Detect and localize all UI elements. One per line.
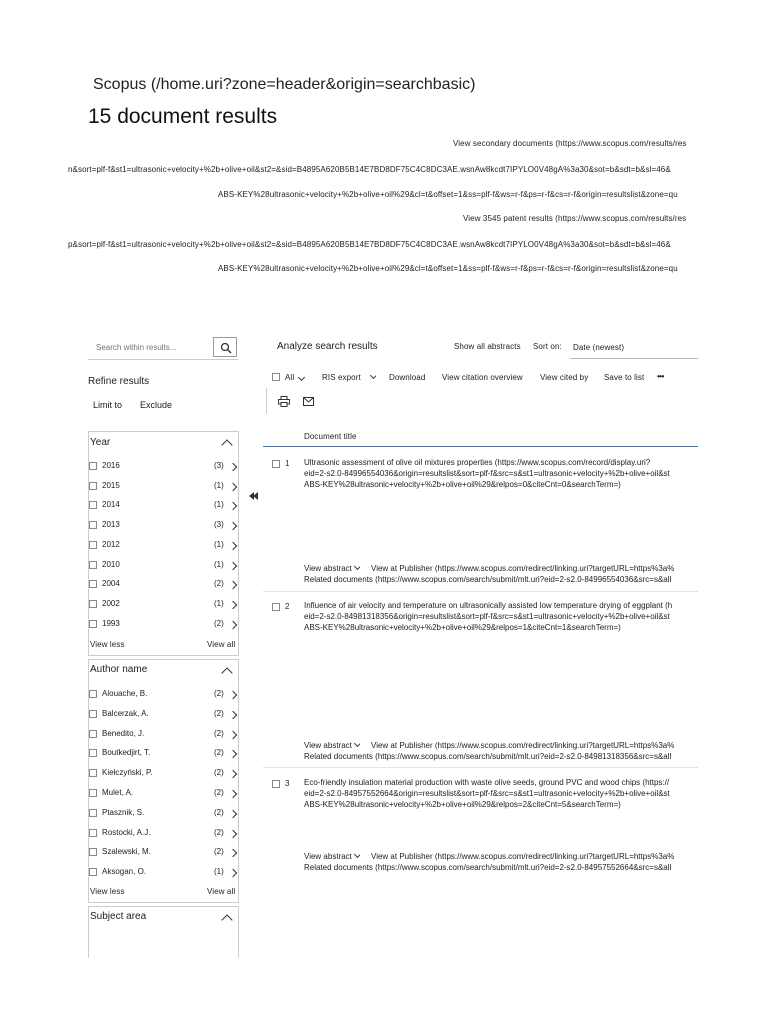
result-number: 1 [285,459,290,468]
filter-option-count: (2) [214,788,224,797]
collapse-sidebar-icon[interactable] [249,492,259,500]
subject-area-title: Subject area [90,911,147,922]
filter-option-count: (3) [214,520,224,530]
filter-option-count: (2) [214,748,224,758]
filter-option-label: 2010 [102,559,120,569]
ris-export-label: RIS export [322,373,361,382]
table-header-rule [263,446,698,447]
patent-url-line[interactable]: p&sort=plf-f&st1=ultrasonic+velocity+%2b+olive+oil&st2=&sid=B4895A620B5B14E7BD8DF75C4C8DC3AE.wsnAw8kcdt7IPYLO0V48gA%3a30&sot=b&sdt=b&sl=46& [68,240,671,249]
author-filter-option[interactable] [89,747,240,759]
save-to-list-button[interactable]: Save to list [604,373,645,382]
year-filter-title: Year [90,437,111,448]
filter-option-count: (2) [214,689,224,698]
search-button[interactable] [213,337,237,357]
result-url-line[interactable]: ABS-KEY%28ultrasonic+velocity+%2b+olive+oil%29&relpos=2&citeCnt=5&searchTerm=) [304,800,621,809]
filter-option-label: Balcerzak, A. [102,708,149,718]
filter-option-label: 1993 [102,618,120,628]
filter-option-count: (1) [214,559,224,569]
search-within-input[interactable] [88,339,218,355]
related-documents-link[interactable]: Related documents (https://www.scopus.com/search/submit/mlt.uri?eid=2-s2.0-84981318356&src=s&all [304,752,672,761]
filter-checkbox[interactable] [89,868,97,876]
result-number: 3 [285,779,290,788]
filter-checkbox[interactable] [89,789,97,797]
toolbar-divider [266,388,267,414]
email-icon[interactable] [303,397,314,406]
year-filter-option[interactable] [89,519,240,531]
result-url-line[interactable]: eid=2-s2.0-84981318356&origin=resultslist&sort=plf-f&src=s&st1=ultrasonic+velocity+%2b+olive+oil&st [304,612,670,621]
select-all-label: All [285,373,295,382]
filter-checkbox[interactable] [89,749,97,757]
author-filter-option[interactable] [89,846,240,858]
chevron-right-icon[interactable] [229,750,237,758]
chevron-right-icon[interactable] [229,810,237,818]
result-divider [263,767,698,768]
filter-checkbox[interactable] [89,600,97,608]
search-within-field[interactable] [88,337,238,360]
filter-option-label: 2004 [102,579,120,589]
chevron-down-icon [298,374,305,381]
refine-results-heading: Refine results [88,376,150,387]
filter-option-label: 2015 [102,480,120,490]
chevron-down-icon [354,740,360,747]
chevron-up-icon [221,914,232,925]
result-url-line[interactable]: eid=2-s2.0-84996554036&origin=resultslist&sort=plf-f&src=s&st1=ultrasonic+velocity+%2b+olive+oil&st [304,469,670,478]
year-filter-option[interactable] [89,460,240,472]
result-checkbox[interactable] [272,780,280,788]
filter-option-label: Kiełczyński, P. [102,768,153,778]
view-abstract-toggle[interactable] [304,851,360,862]
result-title-link[interactable]: Influence of air velocity and temperature on ultrasonically assisted low temperature drying of eggplant (h [304,601,673,610]
filter-option-count: (1) [214,867,224,877]
author-view-less-link[interactable]: View less [90,887,125,896]
chevron-down-icon [354,851,360,858]
author-filter-title: Author name [90,664,148,675]
patent-url-line[interactable]: ABS-KEY%28ultrasonic+velocity+%2b+olive+oil%29&cl=t&offset=1&ss=plf-f&ws=r-f&ps=r-f&cs=r-f&origin=resultslist&zone=qu [218,264,678,273]
author-filter-option[interactable] [89,866,240,878]
view-abstract-label: View abstract [304,852,352,861]
filter-option-count: (2) [214,768,224,778]
year-filter-option[interactable] [89,499,240,511]
filter-option-count: (2) [214,728,224,738]
chevron-right-icon[interactable] [229,561,237,569]
result-url-line[interactable]: ABS-KEY%28ultrasonic+velocity+%2b+olive+oil%29&relpos=1&citeCnt=1&searchTerm=) [304,623,621,632]
chevron-right-icon[interactable] [229,620,237,628]
year-filter-header[interactable] [89,432,238,452]
filter-option-count: (1) [214,539,224,549]
subject-area-panel [88,906,239,958]
year-filter-option[interactable] [89,618,240,630]
year-view-all-link[interactable]: View all [207,640,236,649]
year-filter-panel [88,431,239,656]
analyze-search-results-link[interactable]: Analyze search results [277,341,378,352]
filter-option-label: 2014 [102,500,120,510]
chevron-down-icon [354,563,360,570]
chevron-right-icon[interactable] [229,849,237,857]
filter-option-label: Ptasznik, S. [102,807,145,817]
filter-checkbox[interactable] [89,809,97,817]
filter-checkbox[interactable] [89,462,97,470]
filter-option-label: Benedito, J. [102,728,145,738]
view-abstract-toggle[interactable] [304,740,360,751]
filter-option-label: 2002 [102,598,120,608]
filter-option-label: Alouache, B. [102,689,148,698]
result-title-link[interactable]: Eco-friendly insulation material production with waste olive seeds, ground PVC and wood chips (https:// [304,778,670,787]
filter-option-count: (2) [214,807,224,817]
limit-to-button[interactable]: Limit to [93,400,123,410]
chevron-right-icon[interactable] [229,790,237,798]
filter-checkbox[interactable] [89,690,97,698]
filter-option-count: (2) [214,579,224,589]
filter-option-label: 2013 [102,520,120,530]
filter-checkbox[interactable] [89,730,97,738]
result-url-line[interactable]: ABS-KEY%28ultrasonic+velocity+%2b+olive+oil%29&relpos=0&citeCnt=0&searchTerm=) [304,480,621,489]
filter-checkbox[interactable] [89,501,97,509]
chevron-right-icon[interactable] [229,691,237,699]
chevron-up-icon [221,439,232,450]
author-view-all-link[interactable]: View all [207,887,236,896]
select-all-control[interactable] [272,372,308,384]
secondary-url-line[interactable]: n&sort=plf-f&st1=ultrasonic+velocity+%2b+olive+oil&st2=&sid=B4895A620B5B14E7BD8DF75C4C8DC3AE.wsnAw8kcdt7IPYLO0V48gA%3a30&sot=b&sdt=b&sl=46& [68,165,671,174]
ris-export-dropdown[interactable] [322,373,376,382]
filter-option-count: (2) [214,827,224,837]
filter-checkbox[interactable] [89,521,97,529]
scopus-home-link[interactable]: Scopus (/home.uri?zone=header&origin=searchbasic) [93,76,476,93]
chevron-down-icon [370,373,376,379]
filter-checkbox[interactable] [89,580,97,588]
author-filter-panel [88,659,239,903]
view-abstract-label: View abstract [304,564,352,573]
author-filter-option[interactable] [89,827,240,839]
exclude-button[interactable]: Exclude [140,400,173,410]
select-all-checkbox[interactable] [272,373,280,381]
chevron-up-icon [221,667,232,678]
secondary-url-line[interactable]: ABS-KEY%28ultrasonic+velocity+%2b+olive+oil%29&cl=t&offset=1&ss=plf-f&ws=r-f&ps=r-f&cs=r-f&origin=resultslist&zone=qu [218,190,678,199]
view-patent-results-link[interactable]: View 3545 patent results (https://www.scopus.com/results/res [463,214,687,223]
filter-option-label: 2012 [102,539,120,549]
print-icon[interactable] [278,396,290,407]
filter-option-count: (2) [214,618,224,628]
chevron-right-icon[interactable] [229,770,237,778]
filter-option-count: (1) [214,500,224,510]
view-abstract-toggle[interactable] [304,563,360,574]
filter-option-count: (3) [214,461,224,470]
chevron-right-icon[interactable] [229,829,237,837]
related-documents-link[interactable]: Related documents (https://www.scopus.com/search/submit/mlt.uri?eid=2-s2.0-84957552664&src=s&all [304,863,672,872]
chevron-right-icon[interactable] [229,601,237,609]
filter-option-label: Szalewski, M. [102,847,151,857]
author-filter-option[interactable] [89,767,240,779]
filter-option-count: (2) [214,847,224,857]
year-filter-option[interactable] [89,480,240,492]
author-filter-option[interactable] [89,807,240,819]
filter-option-count: (1) [214,598,224,608]
filter-option-label: 2016 [102,461,120,470]
chevron-right-icon[interactable] [229,711,237,719]
chevron-right-icon[interactable] [229,869,237,877]
chevron-right-icon[interactable] [229,730,237,738]
author-filter-header[interactable] [89,660,238,680]
chevron-right-icon[interactable] [229,463,237,471]
show-all-abstracts-link[interactable]: Show all abstracts [454,342,521,351]
year-filter-option[interactable] [89,539,240,551]
filter-checkbox[interactable] [89,710,97,718]
author-filter-option[interactable] [89,688,240,700]
sort-select-value: Date (newest) [573,343,625,352]
view-at-publisher-link[interactable]: View at Publisher (https://www.scopus.com/redirect/linking.uri?targetURL=https%3a% [371,564,675,573]
more-options-button[interactable]: ••• [657,372,664,381]
author-filter-option[interactable] [89,787,240,799]
view-secondary-documents-link[interactable]: View secondary documents (https://www.scopus.com/results/res [453,139,687,148]
filter-option-label: Boutkedjirt, T. [102,748,151,758]
result-divider [263,591,698,592]
result-number: 2 [285,602,290,611]
year-filter-option[interactable] [89,559,240,571]
filter-option-count: (1) [214,480,224,490]
chevron-right-icon[interactable] [229,542,237,550]
result-title-link[interactable]: Ultrasonic assessment of olive oil mixtures properties (https://www.scopus.com/record/display.uri? [304,458,651,467]
filter-option-label: Aksogan, O. [102,867,147,877]
filter-option-label: Mulet, A. [102,788,134,797]
sort-on-label: Sort on: [533,342,562,351]
view-at-publisher-link[interactable]: View at Publisher (https://www.scopus.com/redirect/linking.uri?targetURL=https%3a% [371,741,675,750]
search-icon [220,342,232,354]
author-filter-option[interactable] [89,708,240,720]
year-filter-option[interactable] [89,598,240,610]
filter-option-count: (2) [214,708,224,718]
related-documents-link[interactable]: Related documents (https://www.scopus.com/search/submit/mlt.uri?eid=2-s2.0-84996554036&src=s&all [304,575,672,584]
filter-checkbox[interactable] [89,541,97,549]
filter-checkbox[interactable] [89,620,97,628]
chevron-right-icon[interactable] [229,502,237,510]
chevron-right-icon[interactable] [229,522,237,530]
result-url-line[interactable]: eid=2-s2.0-84957552664&origin=resultslist&sort=plf-f&src=s&st1=ultrasonic+velocity+%2b+olive+oil&st [304,789,670,798]
view-citation-overview-button[interactable]: View citation overview [442,373,523,382]
author-filter-option[interactable] [89,728,240,740]
sort-select[interactable] [570,336,698,359]
filter-checkbox[interactable] [89,482,97,490]
filter-checkbox[interactable] [89,769,97,777]
view-abstract-label: View abstract [304,741,352,750]
download-button[interactable]: Download [389,373,426,382]
year-filter-option[interactable] [89,578,240,590]
document-title-column-header[interactable]: Document title [304,432,357,441]
result-checkbox[interactable] [272,603,280,611]
filter-option-label: Rostocki, A.J. [102,827,151,837]
filter-checkbox[interactable] [89,848,97,856]
year-view-less-link[interactable]: View less [90,640,125,649]
chevron-right-icon[interactable] [229,581,237,589]
view-at-publisher-link[interactable]: View at Publisher (https://www.scopus.com/redirect/linking.uri?targetURL=https%3a% [371,852,675,861]
view-cited-by-button[interactable]: View cited by [540,373,589,382]
chevron-right-icon[interactable] [229,482,237,490]
subject-area-header[interactable] [89,907,238,927]
filter-checkbox[interactable] [89,829,97,837]
filter-checkbox[interactable] [89,561,97,569]
result-checkbox[interactable] [272,460,280,468]
page-title: 15 document results [88,105,278,128]
